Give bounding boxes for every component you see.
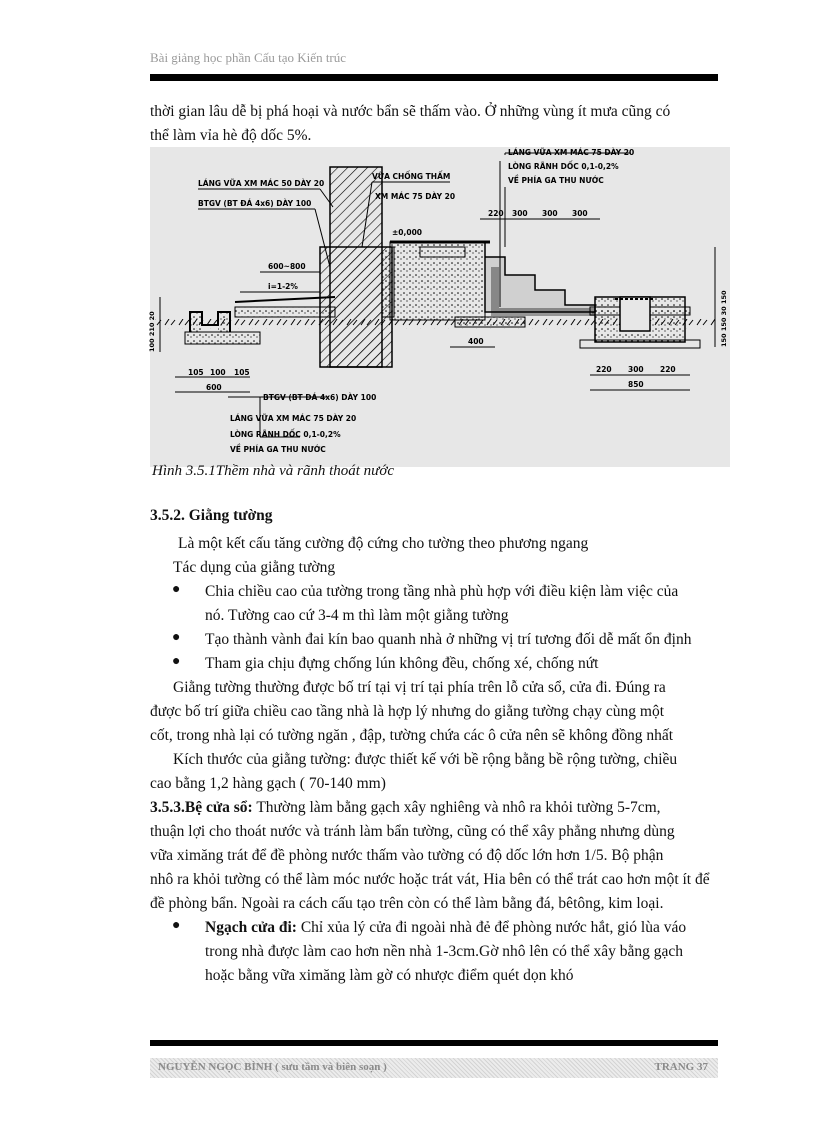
dim-220-b: 220 — [596, 365, 612, 374]
label-11: VỀ PHÍA GA THU NƯỚC — [230, 445, 326, 454]
footer-author: NGUYỄN NGỌC BÌNH ( sưu tầm và biên soạn ) — [158, 1061, 387, 1073]
figure-caption: Hình 3.5.1Thềm nhà và rãnh thoát nước — [152, 463, 395, 479]
section-353-line-1 — [150, 796, 718, 820]
dim-105-a: 105 — [188, 368, 204, 377]
left-vertical-dims: 100 210 20 — [148, 311, 156, 352]
dim-300-a: 300 — [512, 209, 528, 218]
dim-300-d: 300 — [628, 365, 644, 374]
label-6: LÒNG RÃNH DỐC 0,1-0,2% — [508, 162, 619, 171]
dim-220-top: 220 — [488, 209, 504, 218]
para-2-line-1: Kích thước của giằng tường: được thiết kế với bề rộng bằng bề rộng tường, chiều — [173, 751, 678, 768]
ngach-line-3: hoặc bằng vữa ximăng làm gờ có nhược điểm quét dọn khó — [205, 967, 574, 984]
label-elevation: ±0,000 — [392, 228, 423, 237]
bullet-2: Tạo thành vành đai kín bao quanh nhà ở những vị trí tương đối dễ mất ổn định — [205, 631, 692, 648]
header-rule — [150, 74, 718, 81]
footer-rule — [150, 1040, 718, 1046]
section-353-line-3: vữa ximăng trát để đề phòng nước thấm vào tường có độ dốc lớn hơn 1/5. Bộ phận — [150, 847, 664, 864]
ngach-heading: Ngạch cửa đi: — [205, 919, 297, 936]
para-2-line-2: cao bằng 1,2 hàng gạch ( 70-140 mm) — [150, 775, 386, 792]
drain-channel — [580, 297, 700, 348]
dim-600: 600 — [206, 383, 222, 392]
ngach-text-1: Chỉ xủa lý cửa đi ngoài nhà đẻ để phòng nước hắt, gió lùa váo — [296, 919, 687, 936]
bullet-1-line-2: nó. Tường cao cứ 3-4 m thì làm một giằng tường — [205, 607, 509, 624]
dim-850: 850 — [628, 380, 644, 389]
bullet-3: Tham gia chịu đựng chống lún không đều, chống xé, chống nứt — [205, 655, 599, 672]
uses-title: Tác dụng của giằng tường — [173, 559, 336, 576]
section-353-text-1: Thường làm bằng gạch xây nghiêng và nhô ra khỏi tường 5-7cm, — [252, 799, 661, 816]
dim-300-b: 300 — [542, 209, 558, 218]
bullet-marker: ● — [172, 654, 181, 669]
label-3: VỮA CHỐNG THẤM — [372, 172, 451, 181]
right-vertical-dims: 150 150 30 150 — [720, 290, 728, 347]
label-9: LÁNG VỮA XM MÁC 75 DÀY 20 — [230, 414, 357, 423]
intro-line-2: thể làm vỉa hè độ dốc 5%. — [150, 127, 312, 144]
section-heading-353: 3.5.3.Bệ cửa sổ: — [150, 799, 253, 816]
label-8: BTGV (BT ĐÁ 4x6) DÀY 100 — [263, 393, 377, 402]
dim-105-b: 105 — [234, 368, 250, 377]
para-1-line-1: Giằng tường thường được bố trí tại vị trí tại phía trên lỗ cửa sổ, cửa đi. Đúng ra — [173, 679, 666, 696]
label-4: XM MÁC 75 DÀY 20 — [375, 192, 456, 201]
terrace-drainage-figure — [150, 147, 730, 467]
dim-600-800: 600~800 — [268, 262, 306, 271]
label-2: BTGV (BT ĐÁ 4x6) DÀY 100 — [198, 199, 312, 208]
bullet-marker: ● — [172, 582, 181, 597]
bullet-marker: ● — [172, 630, 181, 645]
section-353-line-2: thuận lợi cho thoát nước và tránh làm bẩn tường, cũng có thể xây phẳng nhưng dùng — [150, 823, 675, 840]
section-353-line-4: nhô ra khỏi tường có thể làm móc nước hoặc trát vát, Hia bên có thể trát cao hơn một ít để — [150, 871, 710, 888]
dim-300-c: 300 — [572, 209, 588, 218]
para-1-line-2: được bố trí giữa chiều cao tầng nhà là hợp lý nhưng do giằng tường chạy cùng một — [150, 703, 665, 720]
label-1: LÁNG VỮA XM MÁC 50 DÀY 20 — [198, 179, 325, 188]
bullet-marker: ● — [172, 918, 181, 933]
section-353-line-5: đề phòng bẩn. Ngoài ra cách cấu tạo trên còn có thể làm bằng đá, bêtông, kim loại. — [150, 895, 664, 912]
label-7: VỀ PHÍA GA THU NƯỚC — [508, 176, 604, 185]
section-352-definition: Là một kết cấu tăng cường độ cứng cho tường theo phương ngang — [178, 535, 589, 552]
dim-100: 100 — [210, 368, 226, 377]
label-5: LÁNG VỮA XM MÁC 75 DÀY 20 — [508, 148, 635, 157]
bullet-1-line-1: Chia chiều cao của tường trong tầng nhà phù hợp với điều kiện làm việc của — [205, 583, 679, 600]
para-1-line-3: cốt, trong nhà lại có tường ngăn , đập, tường chứa các ô cửa nên sẽ không đồng nhất — [150, 727, 674, 744]
footer-page-number: TRANG 37 — [654, 1061, 708, 1073]
ngach-line-2: trong nhà được làm cao hơn nền nhà 1-3cm.Gờ nhô lên có thể xây bằng gạch — [205, 943, 684, 960]
intro-line-1: thời gian lâu dễ bị phá hoại và nước bẩn sẽ thấm vào. Ở những vùng ít mưa cũng có — [150, 103, 671, 120]
page-footer — [150, 1058, 718, 1078]
label-slope: i=1-2% — [268, 282, 298, 291]
dim-400: 400 — [468, 337, 484, 346]
ngach-line-1 — [205, 916, 717, 940]
section-heading-352: 3.5.2. Giằng tường — [150, 507, 273, 524]
running-header: Bài giảng học phần Cấu tạo Kiến trúc — [150, 50, 347, 65]
dim-220-c: 220 — [660, 365, 676, 374]
label-10: LÒNG RÃNH DỐC 0,1-0,2% — [230, 430, 341, 439]
